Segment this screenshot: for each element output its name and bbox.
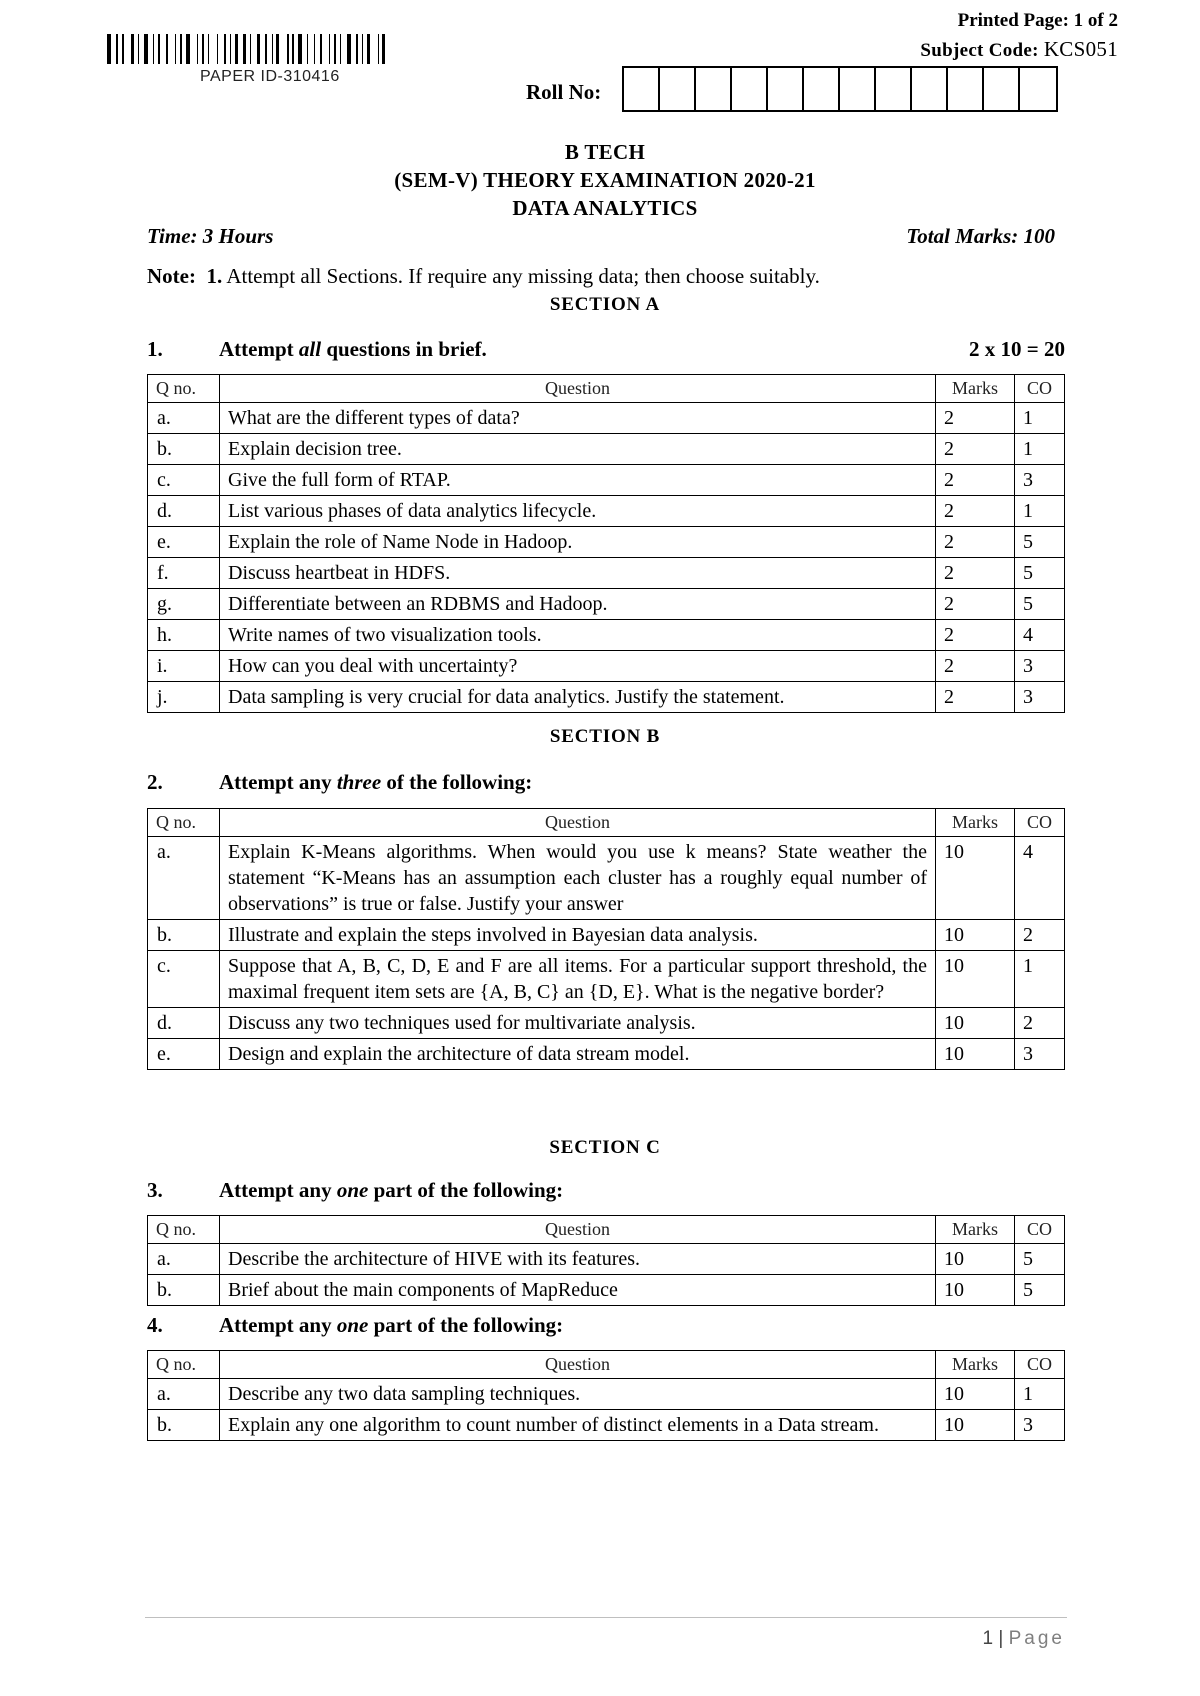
question-row — [148, 920, 1065, 951]
footer-divider — [145, 1617, 1067, 1618]
question-text-cell: Write names of two visualization tools. — [220, 620, 936, 651]
co-cell: 2 — [1015, 920, 1065, 951]
co-cell: 5 — [1015, 1244, 1065, 1275]
roll-no-box — [624, 68, 660, 110]
section-b-title: SECTION B — [549, 726, 661, 747]
question-row — [148, 527, 1065, 558]
co-cell: 5 — [1015, 527, 1065, 558]
question-instruction: Attempt any one part of the following: — [219, 1313, 564, 1337]
question-text-cell: What are the different types of data? — [220, 403, 936, 434]
question-instruction: Attempt any one part of the following: — [219, 1178, 564, 1202]
col-header-co: CO — [1015, 1216, 1065, 1244]
question-row — [148, 651, 1065, 682]
co-cell: 3 — [1015, 1410, 1065, 1441]
co-cell: 3 — [1015, 682, 1065, 713]
col-header-question: Question — [220, 1351, 936, 1379]
col-header-qno: Q no. — [148, 1351, 220, 1379]
question-text-cell: Discuss any two techniques used for multivariate analysis. — [220, 1008, 936, 1039]
col-header-co: CO — [1015, 809, 1065, 837]
roll-no-box — [768, 68, 804, 110]
col-header-question: Question — [220, 809, 936, 837]
roll-no-box — [876, 68, 912, 110]
co-cell: 5 — [1015, 558, 1065, 589]
question-text-cell: Suppose that A, B, C, D, E and F are all items. For a particular support threshold, the maximal frequent item sets are {A, B, C} an {D, E}. What is the negative border? — [220, 951, 936, 1008]
question-instruction: Attempt any three of the following: — [219, 770, 533, 794]
co-cell: 5 — [1015, 589, 1065, 620]
question-text-cell: Explain the role of Name Node in Hadoop. — [220, 527, 936, 558]
marks-cell: 2 — [936, 589, 1015, 620]
col-header-marks: Marks — [936, 1351, 1015, 1379]
roll-no-label: Roll No: — [526, 80, 602, 104]
exam-total-marks: Total Marks: 100 — [906, 224, 1055, 248]
question-marks: 2 x 10 = 20 — [969, 337, 1065, 361]
question-text-cell: Explain any one algorithm to count number of distinct elements in a Data stream. — [220, 1410, 936, 1441]
question-text-cell: How can you deal with uncertainty? — [220, 651, 936, 682]
marks-cell: 2 — [936, 620, 1015, 651]
question-text-cell: Give the full form of RTAP. — [220, 465, 936, 496]
marks-cell: 2 — [936, 403, 1015, 434]
question-row — [148, 434, 1065, 465]
roll-no-box — [1020, 68, 1056, 110]
marks-cell: 10 — [936, 1275, 1015, 1306]
marks-cell: 2 — [936, 651, 1015, 682]
marks-cell: 2 — [936, 496, 1015, 527]
roll-no-box — [732, 68, 768, 110]
question-text-cell: Describe any two data sampling techniques. — [220, 1379, 936, 1410]
question-text-cell: Describe the architecture of HIVE with its features. — [220, 1244, 936, 1275]
note-text: Attempt all Sections. If require any missing data; then choose suitably. — [226, 264, 820, 288]
co-cell: 1 — [1015, 403, 1065, 434]
question-text-cell: Discuss heartbeat in HDFS. — [220, 558, 936, 589]
col-header-marks: Marks — [936, 809, 1015, 837]
marks-cell: 10 — [936, 1410, 1015, 1441]
co-cell: 3 — [1015, 465, 1065, 496]
question-number-cell: b. — [148, 920, 220, 951]
question-number: 2. — [147, 770, 163, 794]
page-separator: | — [998, 1628, 1004, 1649]
question-number: 4. — [147, 1313, 163, 1337]
exam-title: (SEM-V) THEORY EXAMINATION 2020-21 — [394, 168, 816, 192]
subject-code-value: KCS051 — [1043, 37, 1118, 61]
question-number-cell: i. — [148, 651, 220, 682]
co-cell: 5 — [1015, 1275, 1065, 1306]
section-a-title: SECTION A — [549, 294, 661, 315]
question-number-cell: b. — [148, 1410, 220, 1441]
question-row — [148, 589, 1065, 620]
subject-code — [920, 37, 1118, 62]
co-cell: 4 — [1015, 837, 1065, 920]
question-number-cell: e. — [148, 527, 220, 558]
col-header-marks: Marks — [936, 1216, 1015, 1244]
co-cell: 2 — [1015, 1008, 1065, 1039]
col-header-question: Question — [220, 1216, 936, 1244]
co-cell: 1 — [1015, 434, 1065, 465]
question-row — [148, 1008, 1065, 1039]
marks-cell: 10 — [936, 1039, 1015, 1070]
marks-cell: 10 — [936, 920, 1015, 951]
exam-time: Time: 3 Hours — [147, 224, 274, 248]
marks-cell: 2 — [936, 434, 1015, 465]
paper-id: PAPER ID-310416 — [200, 68, 340, 85]
marks-cell: 2 — [936, 682, 1015, 713]
question-row — [148, 558, 1065, 589]
question-number-cell: g. — [148, 589, 220, 620]
question-text-cell: Explain K-Means algorithms. When would you use k means? State weather the statement “K-Means has an assumption each cluster has a roughly equal number of observations” is true or false. Justify your answer — [220, 837, 936, 920]
printed-page: Printed Page: 1 of 2 — [957, 10, 1118, 31]
marks-cell: 2 — [936, 558, 1015, 589]
question-number-cell: d. — [148, 1008, 220, 1039]
co-cell: 1 — [1015, 1379, 1065, 1410]
question-row — [148, 1244, 1065, 1275]
marks-cell: 10 — [936, 837, 1015, 920]
question-row — [148, 951, 1065, 1008]
page-label: Page — [1008, 1628, 1065, 1649]
roll-no-box — [660, 68, 696, 110]
question-number-cell: c. — [148, 951, 220, 1008]
question-row — [148, 1410, 1065, 1441]
question-row — [148, 620, 1065, 651]
page-footer — [983, 1628, 1065, 1650]
section-b-table — [147, 808, 1065, 1070]
note-number: 1. — [206, 264, 223, 288]
co-cell: 1 — [1015, 951, 1065, 1008]
roll-no-boxes — [622, 66, 1058, 112]
question-instruction: Attempt all questions in brief. — [219, 337, 487, 361]
question-row — [148, 1039, 1065, 1070]
col-header-co: CO — [1015, 375, 1065, 403]
question-number-cell: f. — [148, 558, 220, 589]
roll-no-box — [804, 68, 840, 110]
col-header-marks: Marks — [936, 375, 1015, 403]
marks-cell: 10 — [936, 1244, 1015, 1275]
co-cell: 3 — [1015, 1039, 1065, 1070]
question-number-cell: b. — [148, 1275, 220, 1306]
exam-subject: DATA ANALYTICS — [512, 196, 698, 220]
col-header-qno: Q no. — [148, 809, 220, 837]
question-text-cell: Data sampling is very crucial for data analytics. Justify the statement. — [220, 682, 936, 713]
col-header-question: Question — [220, 375, 936, 403]
exam-note — [147, 264, 820, 289]
question-text-cell: Design and explain the architecture of data stream model. — [220, 1039, 936, 1070]
col-header-qno: Q no. — [148, 375, 220, 403]
question-number-cell: j. — [148, 682, 220, 713]
marks-cell: 10 — [936, 1379, 1015, 1410]
roll-no-box — [984, 68, 1020, 110]
question-text-cell: Differentiate between an RDBMS and Hadoop. — [220, 589, 936, 620]
col-header-co: CO — [1015, 1351, 1065, 1379]
question-number-cell: h. — [148, 620, 220, 651]
question-number-cell: a. — [148, 1379, 220, 1410]
question-row — [148, 496, 1065, 527]
roll-no-box — [912, 68, 948, 110]
roll-no-box — [948, 68, 984, 110]
question-row — [148, 682, 1065, 713]
note-label: Note: — [147, 264, 196, 288]
question-4-table — [147, 1350, 1065, 1441]
question-number-cell: a. — [148, 837, 220, 920]
question-number: 1. — [147, 337, 163, 361]
question-number-cell: a. — [148, 403, 220, 434]
question-number: 3. — [147, 1178, 163, 1202]
question-number-cell: b. — [148, 434, 220, 465]
roll-no-box — [696, 68, 732, 110]
question-row — [148, 1275, 1065, 1306]
section-a-table — [147, 374, 1065, 713]
question-number-cell: e. — [148, 1039, 220, 1070]
question-row — [148, 837, 1065, 920]
question-3-table — [147, 1215, 1065, 1306]
exam-degree: B TECH — [564, 140, 646, 164]
marks-cell: 2 — [936, 527, 1015, 558]
question-text-cell: Explain decision tree. — [220, 434, 936, 465]
co-cell: 1 — [1015, 496, 1065, 527]
barcode — [107, 34, 467, 64]
question-row — [148, 1379, 1065, 1410]
roll-no-box — [840, 68, 876, 110]
marks-cell: 10 — [936, 951, 1015, 1008]
question-text-cell: List various phases of data analytics lifecycle. — [220, 496, 936, 527]
page-number: 1 — [982, 1628, 994, 1649]
question-text-cell: Brief about the main components of MapReduce — [220, 1275, 936, 1306]
question-number-cell: d. — [148, 496, 220, 527]
subject-code-label: Subject Code: — [920, 40, 1039, 61]
question-number-cell: c. — [148, 465, 220, 496]
question-row — [148, 403, 1065, 434]
question-row — [148, 465, 1065, 496]
marks-cell: 2 — [936, 465, 1015, 496]
marks-cell: 10 — [936, 1008, 1015, 1039]
question-text-cell: Illustrate and explain the steps involved in Bayesian data analysis. — [220, 920, 936, 951]
section-c-title: SECTION C — [549, 1137, 661, 1158]
col-header-qno: Q no. — [148, 1216, 220, 1244]
co-cell: 4 — [1015, 620, 1065, 651]
co-cell: 3 — [1015, 651, 1065, 682]
question-number-cell: a. — [148, 1244, 220, 1275]
